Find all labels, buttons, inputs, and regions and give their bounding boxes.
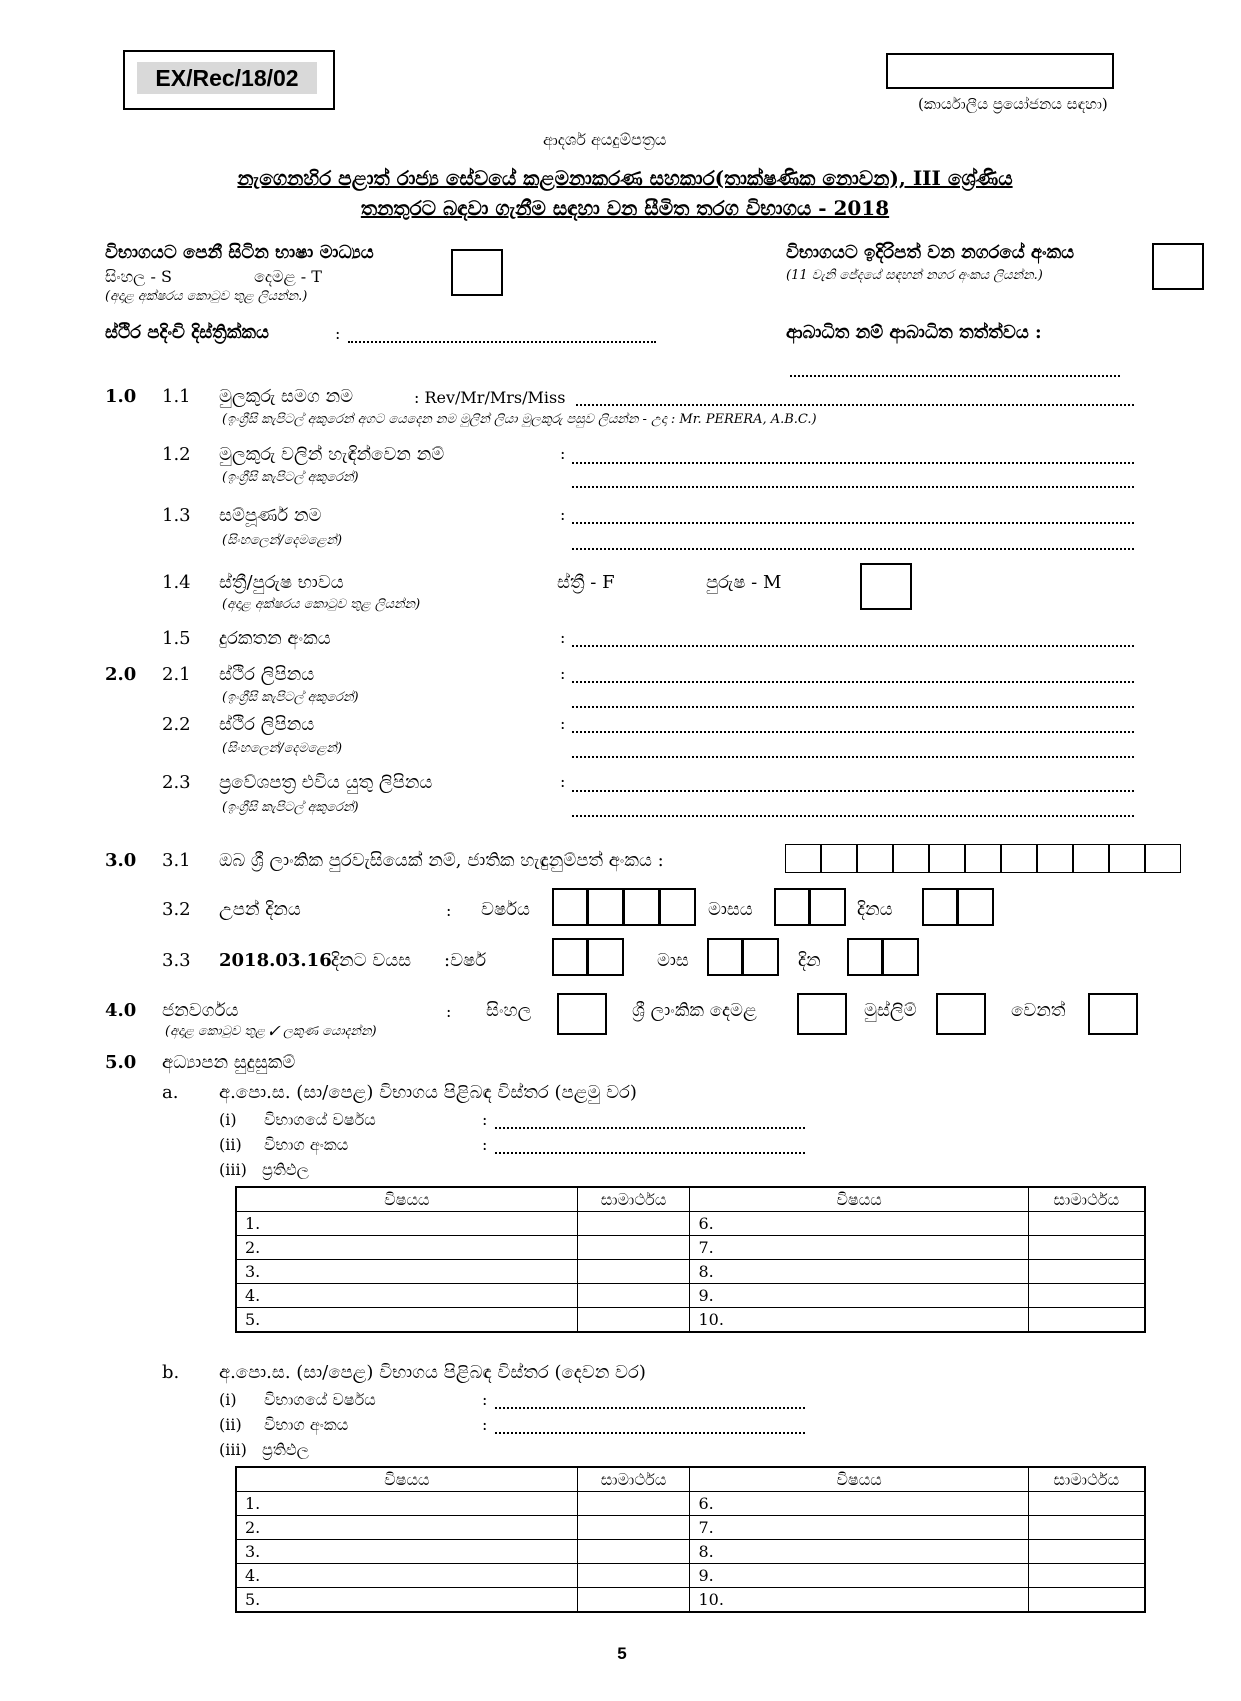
grade-cell[interactable] — [577, 1260, 690, 1284]
office-use-box[interactable] — [886, 53, 1114, 89]
exam-b-index-field[interactable] — [495, 1432, 805, 1434]
subject-cell[interactable]: 7. — [690, 1516, 1028, 1540]
ethnicity-sl-tamil: ශ්‍රී ලාංකික දෙමළ — [632, 1000, 757, 1021]
table-row[interactable] — [236, 1236, 1145, 1260]
item-3-3-label: දිනට වයස — [331, 950, 412, 971]
reference-code-box — [123, 50, 335, 110]
gender-female: ස්ත්‍රී - F — [557, 572, 615, 593]
exam-a-letter: a. — [162, 1082, 179, 1103]
table-row[interactable] — [236, 1492, 1145, 1516]
section-4-number: 4.0 — [105, 1000, 137, 1021]
table-row[interactable] — [236, 1588, 1145, 1613]
subject-header: විෂයය — [236, 1187, 577, 1212]
table-row[interactable] — [236, 1308, 1145, 1333]
age-reference-date: 2018.03.16 — [219, 950, 332, 971]
grade-cell[interactable] — [577, 1516, 690, 1540]
gender-male: පුරුෂ - M — [706, 572, 782, 593]
section-2-number: 2.0 — [105, 664, 137, 685]
grade-cell[interactable] — [1028, 1492, 1145, 1516]
education-label: අධ්‍යාපන සුදුසුකම් — [162, 1052, 296, 1073]
item-1-1-number: 1.1 — [162, 386, 191, 407]
table-row[interactable] — [236, 1540, 1145, 1564]
exam-b-letter: b. — [162, 1362, 180, 1383]
ethnicity-sinhala: සිංහල — [486, 1000, 532, 1021]
birth-month-label: මාසය — [708, 899, 753, 920]
grade-header: සාමාර්ථය — [1028, 1467, 1145, 1492]
exam-b-iii: (iii) — [219, 1440, 247, 1459]
district-colon: : — [335, 324, 341, 343]
full-name-field-1[interactable] — [572, 522, 1134, 524]
age-year-boxes[interactable] — [552, 938, 624, 976]
admission-address-field-1[interactable] — [572, 790, 1134, 792]
item-1-3-note: (සිංහලෙන්/දෙමළෙන්) — [222, 533, 343, 548]
grade-header: සාමාර්ථය — [577, 1187, 690, 1212]
item-2-2-note: (සිංහලෙන්/දෙමළෙන්) — [222, 741, 343, 756]
item-3-2-label: උපන් දිනය — [219, 899, 301, 920]
item-1-5-number: 1.5 — [162, 628, 191, 649]
table-header-row — [236, 1187, 1145, 1212]
permanent-address-si-field-2[interactable] — [572, 756, 1134, 758]
item-2-2-number: 2.2 — [162, 714, 191, 735]
subject-cell[interactable]: 9. — [690, 1284, 1028, 1308]
ethnicity-note: (අදාළ කොටුව තුළ ✓ ලකුණ යොදන්න) — [165, 1024, 377, 1039]
permanent-address-si-field-1[interactable] — [572, 731, 1134, 733]
item-2-2-label: ස්ථිර ලිපිනය — [219, 714, 315, 735]
exam-b-year-label: විභාගයේ වර්ෂය — [264, 1390, 376, 1409]
grade-cell[interactable] — [1028, 1516, 1145, 1540]
subject-cell[interactable]: 5. — [236, 1308, 577, 1333]
ethnicity-colon: : — [446, 1002, 452, 1021]
exam-a-i: (i) — [219, 1110, 237, 1129]
ethnicity-muslim: මුස්ලිම් — [864, 1000, 917, 1021]
page-title-line1: නැගෙනහිර පළාත් රාජ්‍ය සේවයේ කළමනාකරණ සහකාර(තාක්ෂණික නොවන), III ශ්‍රේණිය — [237, 166, 1013, 190]
exam-b-title: අ.පො.ස. (සා/පෙළ) විභාගය පිළිබඳ විස්තර (දෙවන වර) — [219, 1362, 646, 1383]
medium-sinhala: සිංහල - S — [105, 267, 172, 286]
ethnicity-sinhala-box[interactable] — [557, 993, 607, 1035]
table-row[interactable] — [236, 1260, 1145, 1284]
grade-cell[interactable] — [1028, 1588, 1145, 1613]
office-use-label: (කාර්යාලීය ප්‍රයෝජනය සඳහා) — [918, 95, 1108, 113]
birth-year-boxes[interactable] — [552, 888, 696, 926]
item-1-2-number: 1.2 — [162, 444, 191, 465]
exam-b-results-label: ප්‍රතිඵල — [262, 1440, 309, 1459]
section-3-number: 3.0 — [105, 850, 137, 871]
subject-cell[interactable]: 8. — [690, 1260, 1028, 1284]
exam-b-year-field[interactable] — [495, 1407, 805, 1409]
page-number: 5 — [617, 1644, 627, 1663]
telephone-field[interactable] — [572, 645, 1134, 647]
subject-cell[interactable]: 5. — [236, 1588, 577, 1613]
grade-cell[interactable] — [577, 1308, 690, 1333]
item-3-2-number: 3.2 — [162, 899, 191, 920]
exam-a-index-colon: : — [482, 1135, 488, 1154]
exam-a-year-colon: : — [482, 1110, 488, 1129]
exam-b-year-colon: : — [482, 1390, 488, 1409]
item-1-1-label: මුලකුරු සමග නම — [219, 386, 354, 407]
table-row[interactable] — [236, 1516, 1145, 1540]
grade-cell[interactable] — [577, 1212, 690, 1236]
subject-header: විෂයය — [236, 1467, 577, 1492]
item-2-1-number: 2.1 — [162, 664, 191, 685]
age-day-boxes[interactable] — [847, 938, 919, 976]
item-2-2-colon: : — [560, 714, 566, 733]
exam-a-ii: (ii) — [219, 1135, 242, 1154]
subject-header: විෂයය — [690, 1187, 1028, 1212]
form-label: ආදර්ශ අයදුම්පත්‍රය — [543, 130, 667, 149]
grade-cell[interactable] — [577, 1236, 690, 1260]
subject-cell[interactable]: 4. — [236, 1564, 577, 1588]
district-label: ස්ථිර පදිංචි දිස්ත්‍රික්කය — [105, 322, 269, 343]
item-1-5-colon: : — [560, 628, 566, 647]
subject-cell[interactable]: 1. — [236, 1492, 577, 1516]
grade-cell[interactable] — [577, 1284, 690, 1308]
grade-cell[interactable] — [577, 1540, 690, 1564]
table-row[interactable] — [236, 1212, 1145, 1236]
item-1-5-label: දුරකතන අංකය — [219, 628, 331, 649]
subject-cell[interactable]: 2. — [236, 1516, 577, 1540]
grade-cell[interactable] — [1028, 1236, 1145, 1260]
item-3-2-colon: : — [446, 901, 452, 920]
exam-b-ii: (ii) — [219, 1415, 242, 1434]
item-1-3-number: 1.3 — [162, 505, 191, 526]
exam-b-index-label: විභාග අංකය — [264, 1415, 349, 1434]
exam-b-results-table — [235, 1466, 1146, 1613]
ethnicity-other-box[interactable] — [1088, 993, 1138, 1035]
gender-box[interactable] — [860, 563, 912, 610]
subject-cell[interactable]: 6. — [690, 1492, 1028, 1516]
grade-cell[interactable] — [1028, 1308, 1145, 1333]
age-year-label: :වර්ෂ — [444, 950, 487, 971]
item-1-2-label: මුලකුරු වලින් හැඳින්වෙන නම් — [219, 444, 445, 465]
ethnicity-label: ජනවර්ගය — [162, 1000, 239, 1021]
name-with-initials-field[interactable] — [576, 404, 1134, 406]
exam-a-year-label: විභාගයේ වර්ෂය — [264, 1110, 376, 1129]
birth-year-label: වර්ෂය — [481, 899, 530, 920]
item-2-1-colon: : — [560, 664, 566, 683]
medium-box[interactable] — [451, 249, 503, 296]
item-3-1-label: ඔබ ශ්‍රී ලාංකික පුරවැසියෙක් නම්, ජාතික හැඳුනුම්පත් අංකය : — [219, 850, 664, 871]
exam-b-index-colon: : — [482, 1415, 488, 1434]
grade-cell[interactable] — [1028, 1260, 1145, 1284]
grade-cell[interactable] — [577, 1588, 690, 1613]
subject-cell[interactable]: 3. — [236, 1540, 577, 1564]
subject-header: විෂයය — [690, 1467, 1028, 1492]
item-1-4-label: ස්ත්‍රී/පුරුෂ භාවය — [219, 572, 344, 593]
ethnicity-other: වෙනත් — [1011, 1000, 1066, 1021]
ethnicity-muslim-box[interactable] — [936, 993, 986, 1035]
exam-a-results-label: ප්‍රතිඵල — [262, 1160, 309, 1179]
item-2-1-note: (ඉංග්‍රීසි කැපිටල් අකුරෙන්) — [222, 690, 359, 705]
grade-cell[interactable] — [1028, 1564, 1145, 1588]
exam-a-title: අ.පො.ස. (සා/පෙළ) විභාගය පිළිබඳ විස්තර (පළමු වර) — [219, 1082, 637, 1103]
grade-header: සාමාර්ථය — [577, 1467, 690, 1492]
full-name-field-2[interactable] — [572, 548, 1134, 550]
permanent-address-en-field-2[interactable] — [572, 706, 1134, 708]
reference-code: EX/Rec/18/02 — [137, 62, 317, 94]
item-1-1-note: (ඉංග්‍රීසි කැපිටල් අකුරෙන් අගට යෙදෙන නම මුලින් ලියා මුලකුරු පසුව ලියන්න - උදා : Mr. PERERA, A.B.C.) — [222, 412, 817, 427]
subject-cell[interactable]: 10. — [690, 1308, 1028, 1333]
exam-a-index-field[interactable] — [495, 1152, 805, 1154]
city-note: (11 වැනි ජේදයේ සඳහන් නගර අංකය ලියන්න.) — [786, 268, 1043, 283]
disability-field[interactable] — [790, 375, 1120, 377]
age-month-label: මාස — [657, 950, 689, 971]
subject-cell[interactable]: 9. — [690, 1564, 1028, 1588]
age-day-label: දින — [798, 950, 821, 971]
section-1-number: 1.0 — [105, 386, 137, 407]
item-3-1-number: 3.1 — [162, 850, 191, 871]
item-3-3-number: 3.3 — [162, 950, 191, 971]
table-row[interactable] — [236, 1564, 1145, 1588]
subject-cell[interactable]: 6. — [690, 1212, 1028, 1236]
exam-a-iii: (iii) — [219, 1160, 247, 1179]
disability-label: ආබාධිත නම් ආබාධිත තත්ත්වය : — [786, 322, 1042, 343]
item-2-1-label: ස්ථිර ලිපිනය — [219, 664, 315, 685]
names-by-initials-field-2[interactable] — [572, 486, 1134, 488]
grade-header: සාමාර්ථය — [1028, 1187, 1145, 1212]
item-1-3-colon: : — [560, 505, 566, 524]
section-5-number: 5.0 — [105, 1052, 137, 1073]
subject-cell[interactable]: 7. — [690, 1236, 1028, 1260]
item-1-2-note: (ඉංග්‍රීසි කැපිටල් අකුරෙන්) — [222, 470, 359, 485]
birth-month-boxes[interactable] — [774, 888, 846, 926]
table-row[interactable] — [236, 1284, 1145, 1308]
grade-cell[interactable] — [1028, 1540, 1145, 1564]
subject-cell[interactable]: 8. — [690, 1540, 1028, 1564]
district-field[interactable] — [348, 341, 656, 343]
item-1-3-label: සම්පූර්ණ නම — [219, 505, 322, 526]
birth-day-label: දිනය — [857, 899, 893, 920]
medium-tamil: දෙමළ - T — [254, 267, 322, 286]
ethnicity-sl-tamil-box[interactable] — [797, 993, 847, 1035]
permanent-address-en-field-1[interactable] — [572, 681, 1134, 683]
nic-number-boxes[interactable] — [785, 844, 1181, 873]
subject-cell[interactable]: 10. — [690, 1588, 1028, 1613]
grade-cell[interactable] — [577, 1492, 690, 1516]
item-2-3-number: 2.3 — [162, 772, 191, 793]
item-1-4-number: 1.4 — [162, 572, 191, 593]
page-title-line2: තනතුරට බඳවා ගැනීම සඳහා වන සීමිත තරග විභාගය - 2018 — [360, 196, 890, 220]
birth-day-boxes[interactable] — [922, 888, 994, 926]
item-1-2-colon: : — [560, 444, 566, 463]
exam-a-year-field[interactable] — [495, 1127, 805, 1129]
subject-cell[interactable]: 1. — [236, 1212, 577, 1236]
grade-cell[interactable] — [577, 1564, 690, 1588]
item-1-1-prefix: : Rev/Mr/Mrs/Miss — [414, 388, 566, 407]
city-box[interactable] — [1152, 243, 1204, 290]
admission-address-field-2[interactable] — [572, 815, 1134, 817]
age-month-boxes[interactable] — [707, 938, 779, 976]
item-2-3-colon: : — [560, 772, 566, 791]
medium-note: (අදාළ අක්ෂරය කොටුව තුළ ලියන්න.) — [105, 289, 308, 304]
exam-a-index-label: විභාග අංකය — [264, 1135, 349, 1154]
names-by-initials-field-1[interactable] — [572, 462, 1134, 464]
city-heading: විභාගයට ඉදිරිපත් වන නගරයේ අංකය — [786, 242, 1075, 263]
medium-heading: විභාගයට පෙනී සිටින භාෂා මාධ්‍යය — [105, 242, 374, 263]
exam-b-i: (i) — [219, 1390, 237, 1409]
table-header-row — [236, 1467, 1145, 1492]
subject-cell[interactable]: 2. — [236, 1236, 577, 1260]
grade-cell[interactable] — [1028, 1212, 1145, 1236]
item-2-3-label: ප්‍රවේශපත්‍ර එවිය යුතු ලිපිනය — [219, 772, 433, 793]
item-2-3-note: (ඉංග්‍රීසි කැපිටල් අකුරෙන්) — [222, 800, 359, 815]
grade-cell[interactable] — [1028, 1284, 1145, 1308]
item-1-4-note: (අදාළ අක්ෂරය කොටුව තුළ ලියන්න) — [222, 597, 421, 612]
subject-cell[interactable]: 3. — [236, 1260, 577, 1284]
subject-cell[interactable]: 4. — [236, 1284, 577, 1308]
exam-a-results-table — [235, 1186, 1146, 1333]
